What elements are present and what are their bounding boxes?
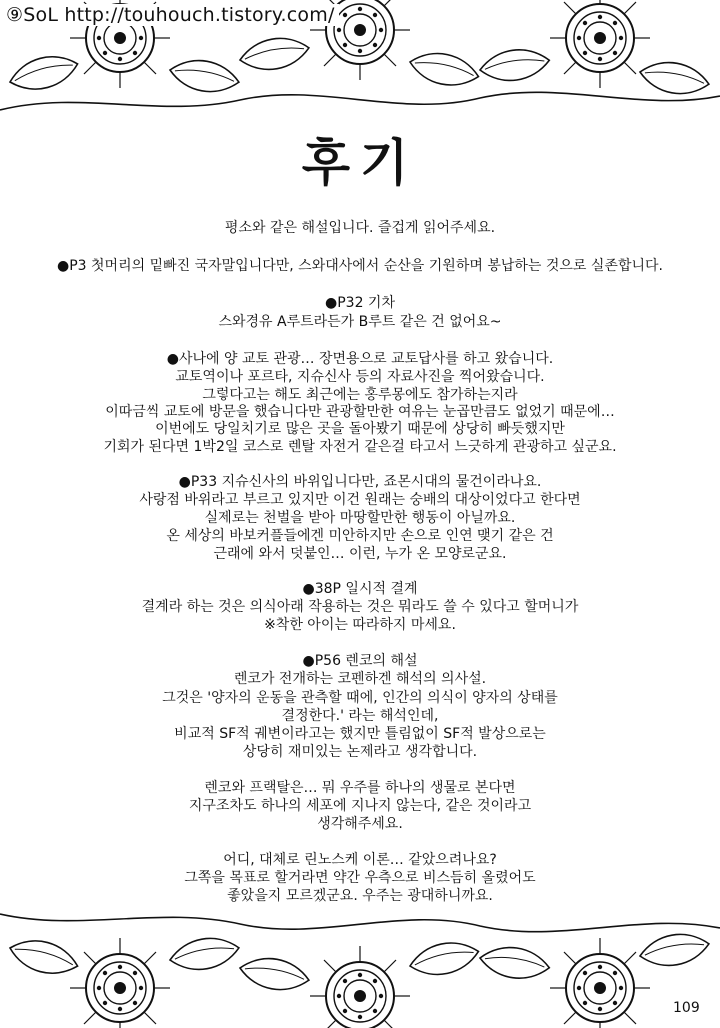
body-line: 비교적 SF적 궤변이라고는 했지만 틀림없이 SF적 발상으로는 [174, 726, 546, 742]
body-line: ●38P 일시적 결계 [302, 581, 418, 597]
body-line: 렌코와 프랙탈은… 뭐 우주를 하나의 생물로 본다면 [204, 780, 516, 796]
body-line: 실제로는 천벌을 받아 마땅할만한 행동이 아닐까요. [204, 510, 516, 526]
body-line: 기회가 된다면 1박2일 코스로 렌탈 자전거 같은걸 타고서 느긋하게 관광하고 싶군요. [103, 439, 617, 455]
bottom-floral-border [0, 888, 720, 1028]
body-line: 결계라 하는 것은 의식아래 작용하는 것은 뭐라도 쓸 수 있다고 할머니가 [141, 599, 579, 615]
body-line: 그렇다고는 해도 최근에는 홍루몽에도 참가하는지라 [202, 387, 518, 403]
body-line: 그것은 '양자의 운동을 관측할 때에, 인간의 의식이 양자의 상태를 [162, 690, 558, 706]
body-line: 어디, 대체로 린노스케 이론… 같았으려나요? [223, 852, 497, 868]
body-line: 이따금씩 교토에 방문을 했습니다만 관광할만한 여유는 눈곱만큼도 없었기 때문에… [105, 404, 615, 420]
body-line: 생각해주세요. [317, 816, 403, 832]
body-line: 지구조차도 하나의 세포에 지나지 않는다, 같은 것이라고 [188, 798, 532, 814]
body-line: 온 세상의 바보커플들에겐 미안하지만 손으로 인연 맺기 같은 건 [166, 528, 554, 544]
body-line: 스와경유 A루트라든가 B루트 같은 건 없어요~ [218, 314, 502, 330]
body-line: 그쪽을 목표로 할거라면 약간 우측으로 비스듬히 올렸어도 [184, 870, 536, 886]
body-line: ●P33 지슈신사의 바위입니다만, 죠몬시대의 물건이라나요. [178, 474, 542, 490]
body-line: 사랑점 바위라고 부르고 있지만 이건 원래는 숭배의 대상이었다고 한다면 [139, 492, 581, 508]
body-line: 교토역이나 포르타, 지슈신사 등의 자료사진을 찍어왔습니다. [175, 369, 545, 385]
body-line: 상당히 재미있는 논제라고 생각합니다. [242, 744, 478, 760]
body-line: ●사나에 양 교토 관광… 장면용으로 교토답사를 하고 왔습니다. [166, 351, 554, 367]
body-line: 근래에 와서 덧붙인… 이런, 누가 온 모양로군요. [213, 546, 507, 562]
body-line: ※착한 아이는 따라하지 마세요. [264, 617, 456, 633]
page-number: 109 [673, 1000, 700, 1016]
body-line: ●P56 렌코의 해설 [302, 653, 418, 669]
body-line: 렌코가 전개하는 코펜하겐 해석의 의사설. [233, 671, 487, 687]
body-line: ●P32 기차 [325, 295, 395, 311]
body-line: 좋았을지 모르겠군요. 우주는 광대하니까요. [227, 888, 493, 904]
body-line: 이번에도 당일치기로 많은 곳을 돌아봤기 때문에 상당히 빠듯했지만 [155, 421, 565, 437]
body-line: 평소와 같은 해설입니다. 즐겁게 읽어주세요. [224, 220, 496, 236]
body-line: 결정한다.' 라는 해석인데, [281, 708, 439, 724]
body-line: ●P3 첫머리의 밑빠진 국자말입니다만, 스와대사에서 순산을 기원하며 봉납하는 것으로 실존합니다. [57, 258, 663, 274]
credit-watermark: ⑨SoL http://touhouch.tistory.com/ [2, 4, 339, 26]
page-title: 후기 [301, 134, 419, 192]
